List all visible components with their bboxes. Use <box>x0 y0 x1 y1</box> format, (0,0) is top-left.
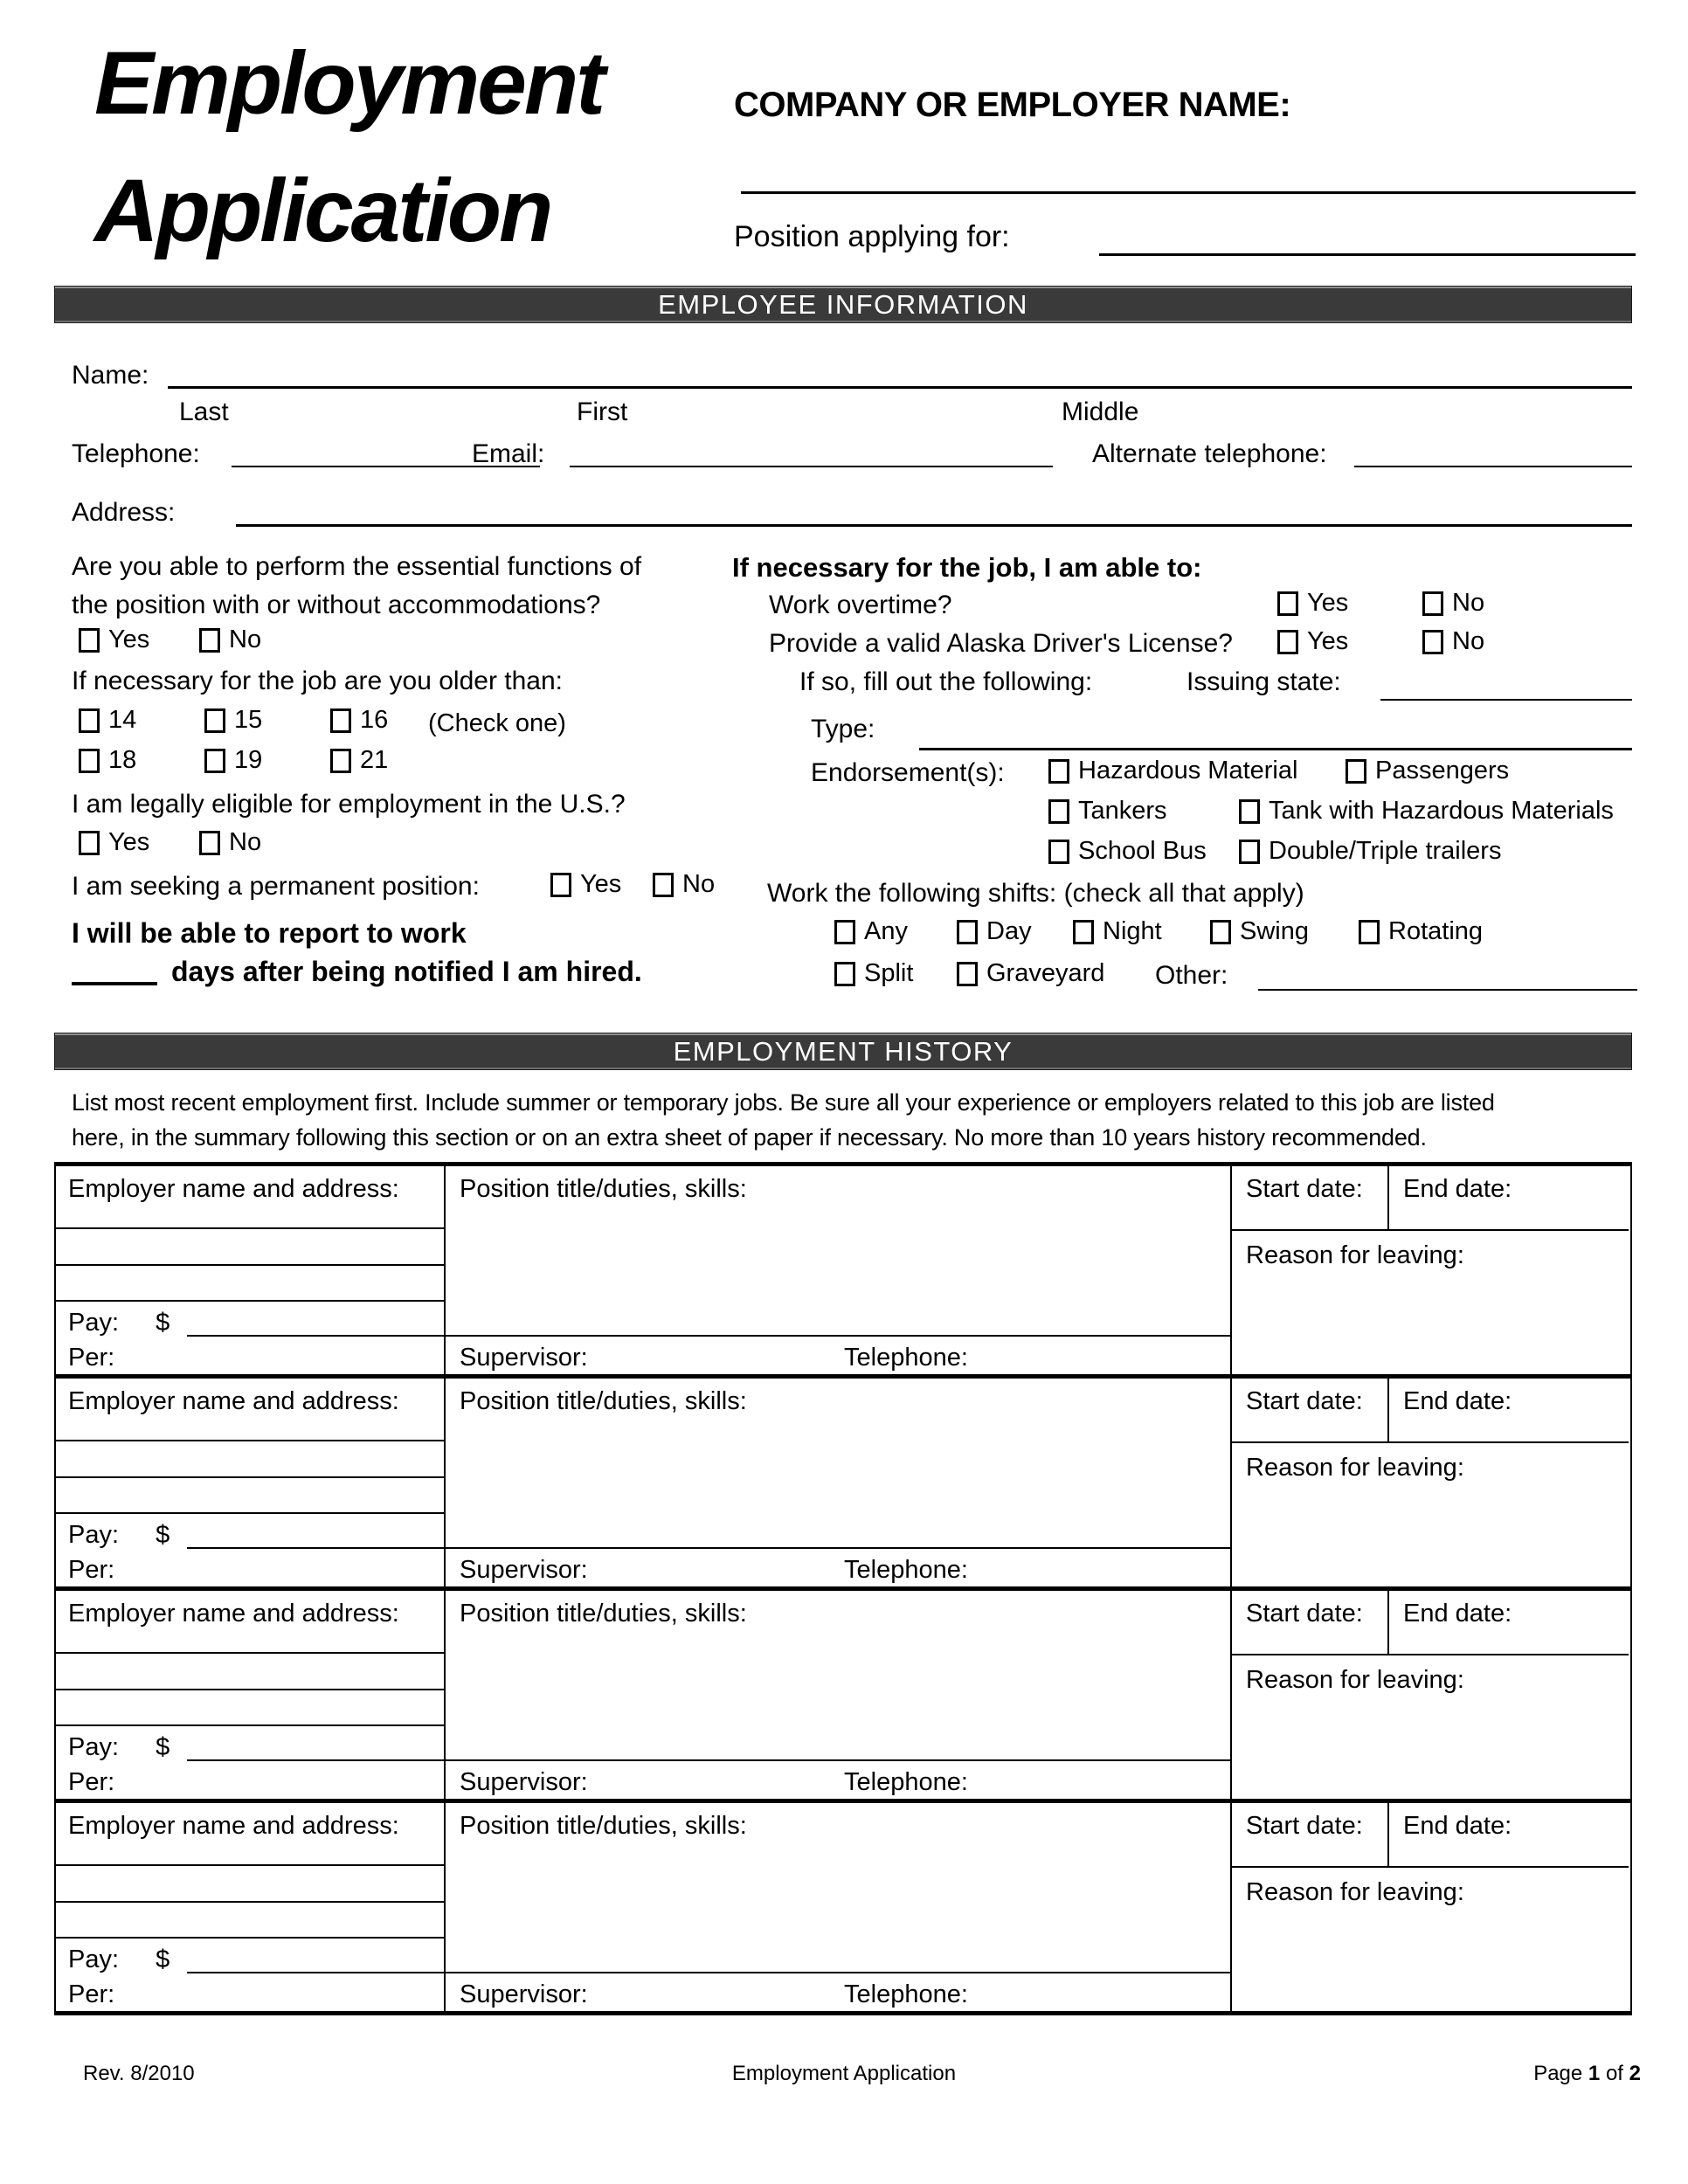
endorsement-label: Passengers <box>1375 757 1510 784</box>
end-date-cell[interactable] <box>1389 1803 1629 1866</box>
dates-column <box>1232 1166 1629 1374</box>
position-title-duties-label: Position title/duties, skills: <box>460 1387 747 1415</box>
yes-label: Yes <box>1307 589 1349 617</box>
employer-address-line[interactable] <box>56 1441 444 1478</box>
checkbox-icon[interactable] <box>1239 799 1260 824</box>
pay-input-line[interactable] <box>187 1972 444 1973</box>
name-first-sublabel: First <box>577 397 628 426</box>
checkbox-icon[interactable] <box>330 749 351 773</box>
essential-functions-yes-option[interactable] <box>79 625 149 654</box>
shift-label: Day <box>986 917 1032 945</box>
position-column <box>446 1803 1232 2011</box>
endorsement-passengers-option[interactable] <box>1346 757 1509 785</box>
drivers-license-no-option[interactable] <box>1422 627 1484 656</box>
dates-row <box>1232 1591 1629 1655</box>
name-middle-sublabel: Middle <box>1062 397 1139 426</box>
yes-label: Yes <box>108 625 150 653</box>
reason-for-leaving-cell[interactable] <box>1232 1655 1629 1799</box>
reason-for-leaving-label: Reason for leaving: <box>1246 1878 1464 1906</box>
age-19-label: 19 <box>234 746 263 774</box>
pay-row[interactable] <box>56 1726 444 1761</box>
dates-column <box>1232 1803 1629 2011</box>
employer-address-line[interactable] <box>56 1478 444 1514</box>
company-name-input-line[interactable] <box>741 191 1636 194</box>
work-overtime-question: Work overtime? <box>769 591 952 619</box>
employer-name-address-label: Employer name and address: <box>68 1387 399 1415</box>
shift-label: Any <box>864 917 908 945</box>
pay-label: Pay: <box>68 1733 120 1761</box>
shift-label: Graveyard <box>986 959 1105 987</box>
reason-for-leaving-cell[interactable] <box>1232 1443 1629 1586</box>
if-so-note: If so, fill out the following: <box>799 667 1093 696</box>
no-label: No <box>682 870 716 898</box>
employment-history-intro-line1: List most recent employment first. Include summer or temporary jobs. Be sure all your experience or employers related to this job are listed <box>72 1089 1495 1116</box>
footer-page-indicator <box>1533 2062 1641 2086</box>
shift-label: Night <box>1103 917 1162 945</box>
checkbox-icon[interactable] <box>653 873 674 897</box>
start-date-label: Start date: <box>1246 1812 1363 1840</box>
checkbox-icon[interactable] <box>1210 920 1231 944</box>
dates-row <box>1232 1379 1629 1443</box>
email-input-line[interactable] <box>570 466 1053 467</box>
pay-row[interactable] <box>56 1514 444 1549</box>
age-21-option[interactable] <box>330 746 388 775</box>
license-type-input-line[interactable] <box>919 748 1632 750</box>
supervisor-telephone-row[interactable] <box>446 1972 1230 2011</box>
supervisor-label: Supervisor: <box>460 1344 588 1372</box>
employment-history-entry-2 <box>56 1374 1630 1586</box>
dollar-sign: $ <box>156 1733 170 1761</box>
age-15-option[interactable] <box>204 706 262 735</box>
position-title-duties-label: Position title/duties, skills: <box>460 1600 747 1628</box>
drivers-license-question: Provide a valid Alaska Driver's License? <box>769 629 1233 658</box>
start-date-label: Start date: <box>1246 1600 1363 1628</box>
shift-other-label: Other: <box>1155 961 1228 990</box>
telephone-label: Telephone: <box>72 439 200 468</box>
checkbox-icon[interactable] <box>204 708 225 733</box>
employment-history-table <box>54 1162 1632 2015</box>
age-18-option[interactable] <box>79 746 136 775</box>
legally-eligible-question: I am legally eligible for employment in the U.S.? <box>72 790 626 819</box>
position-title-duties-cell[interactable] <box>446 1166 1230 1335</box>
employment-history-intro-line2: here, in the summary following this section or on an extra sheet of paper if necessary. No more than 10 years history recommended. <box>72 1124 1427 1151</box>
name-last-sublabel: Last <box>179 397 229 426</box>
age-14-option[interactable] <box>79 706 136 735</box>
telephone-label: Telephone: <box>844 1768 968 1796</box>
reason-for-leaving-label: Reason for leaving: <box>1246 1241 1464 1269</box>
employer-column <box>56 1166 446 1374</box>
checkbox-icon[interactable] <box>1048 759 1069 784</box>
shift-label: Rotating <box>1388 917 1484 945</box>
endorsement-hazardous-material-option[interactable] <box>1048 757 1297 785</box>
checkbox-icon[interactable] <box>330 708 351 733</box>
age-19-option[interactable] <box>204 746 262 775</box>
position-applying-input-line[interactable] <box>1099 253 1636 256</box>
checkbox-icon[interactable] <box>834 920 855 944</box>
checkbox-icon[interactable] <box>1346 759 1366 784</box>
employee-information-section-title: EMPLOYEE INFORMATION <box>658 288 1028 320</box>
employer-address-line[interactable] <box>56 1654 444 1690</box>
no-label: No <box>229 828 262 856</box>
older-than-question: If necessary for the job are you older than: <box>72 667 563 695</box>
end-date-label: End date: <box>1403 1175 1512 1203</box>
employer-name-address-label: Employer name and address: <box>68 1175 399 1203</box>
employer-name-address-label: Employer name and address: <box>68 1600 399 1628</box>
endorsement-tankers-option[interactable] <box>1048 797 1167 826</box>
checkbox-icon[interactable] <box>204 749 225 773</box>
endorsement-label: Hazardous Material <box>1078 757 1298 784</box>
checkbox-icon[interactable] <box>957 962 978 986</box>
dates-row <box>1232 1803 1629 1868</box>
position-title-duties-label: Position title/duties, skills: <box>460 1175 747 1203</box>
form-title-line2: Application <box>94 161 551 260</box>
employer-address-line[interactable] <box>56 1903 444 1939</box>
telephone-label: Telephone: <box>844 1980 968 2008</box>
permanent-position-yes-option[interactable] <box>550 870 621 899</box>
supervisor-label: Supervisor: <box>460 1980 588 2008</box>
shift-day-option[interactable] <box>957 917 1032 946</box>
endorsement-school-bus-option[interactable] <box>1048 837 1207 866</box>
age-14-label: 14 <box>108 706 137 734</box>
endorsement-label: Tank with Hazardous Materials <box>1269 797 1614 825</box>
reason-for-leaving-label: Reason for leaving: <box>1246 1666 1464 1694</box>
no-label: No <box>1452 627 1485 655</box>
end-date-cell[interactable] <box>1389 1166 1629 1229</box>
endorsement-label: Double/Triple trailers <box>1269 837 1502 865</box>
email-label: Email: <box>472 439 545 468</box>
end-date-label: End date: <box>1403 1812 1512 1840</box>
checkbox-icon[interactable] <box>199 831 220 855</box>
checkbox-icon[interactable] <box>1239 840 1260 864</box>
endorsements-label: Endorsement(s): <box>811 758 1005 787</box>
checkbox-icon[interactable] <box>79 708 100 733</box>
essential-functions-no-option[interactable] <box>199 625 261 654</box>
dates-column <box>1232 1379 1629 1586</box>
address-label: Address: <box>72 498 176 527</box>
employer-name-address-label: Employer name and address: <box>68 1812 399 1840</box>
start-date-label: Start date: <box>1246 1387 1363 1415</box>
start-date-label: Start date: <box>1246 1175 1363 1203</box>
pay-label: Pay: <box>68 1521 120 1549</box>
permanent-position-no-option[interactable] <box>653 870 715 899</box>
essential-functions-question-line2: the position with or without accommodations? <box>72 591 601 619</box>
position-applying-label: Position applying for: <box>734 220 1010 253</box>
start-date-cell[interactable] <box>1232 1166 1389 1229</box>
employer-name-address-cell[interactable] <box>56 1379 444 1441</box>
per-label: Per: <box>68 1344 115 1372</box>
position-column <box>446 1591 1232 1799</box>
end-date-label: End date: <box>1403 1387 1512 1415</box>
endorsement-label: School Bus <box>1078 837 1207 865</box>
footer-of-word: of <box>1605 2062 1623 2085</box>
footer-revision: Rev. 8/2010 <box>83 2062 195 2085</box>
age-16-label: 16 <box>360 706 389 734</box>
yes-label: Yes <box>580 870 622 898</box>
employer-column <box>56 1379 446 1586</box>
alternate-telephone-label: Alternate telephone: <box>1092 439 1327 468</box>
license-type-label: Type: <box>811 715 875 743</box>
shift-label: Swing <box>1240 917 1309 945</box>
pay-row[interactable] <box>56 1939 444 1973</box>
telephone-label: Telephone: <box>844 1556 968 1584</box>
form-title <box>94 19 603 274</box>
name-label: Name: <box>72 361 149 390</box>
name-input-line[interactable] <box>168 386 1632 389</box>
start-date-cell[interactable] <box>1232 1591 1389 1654</box>
supervisor-telephone-row[interactable] <box>446 1547 1230 1586</box>
employer-name-address-cell[interactable] <box>56 1591 444 1654</box>
supervisor-telephone-row[interactable] <box>446 1759 1230 1799</box>
age-16-option[interactable] <box>330 706 388 735</box>
checkbox-icon[interactable] <box>550 873 571 897</box>
reason-for-leaving-cell[interactable] <box>1232 1231 1629 1374</box>
per-row[interactable] <box>56 1549 444 1586</box>
position-column <box>446 1166 1232 1374</box>
endorsement-label: Tankers <box>1078 797 1167 825</box>
checkbox-icon[interactable] <box>79 749 100 773</box>
checkbox-icon[interactable] <box>1277 630 1298 654</box>
start-date-cell[interactable] <box>1232 1379 1389 1441</box>
checkbox-icon[interactable] <box>1422 630 1443 654</box>
shift-swing-option[interactable] <box>1210 917 1309 946</box>
endorsement-tank-hazardous-option[interactable] <box>1239 797 1614 826</box>
supervisor-telephone-row[interactable] <box>446 1335 1230 1374</box>
permanent-position-question: I am seeking a permanent position: <box>72 872 480 901</box>
address-input-line[interactable] <box>236 524 1632 527</box>
per-label: Per: <box>68 1980 115 2008</box>
pay-input-line[interactable] <box>187 1547 444 1549</box>
employer-address-line[interactable] <box>56 1266 444 1302</box>
footer-page-number: 1 <box>1588 2062 1601 2085</box>
legally-eligible-no-option[interactable] <box>199 828 261 857</box>
employer-column <box>56 1803 446 2011</box>
age-15-label: 15 <box>234 706 263 734</box>
issuing-state-label: Issuing state: <box>1186 667 1341 696</box>
shift-graveyard-option[interactable] <box>957 959 1104 988</box>
check-one-note: (Check one) <box>428 709 566 737</box>
dates-column <box>1232 1591 1629 1799</box>
checkbox-icon[interactable] <box>1048 799 1069 824</box>
legally-eligible-yes-option[interactable] <box>79 828 149 857</box>
dates-row <box>1232 1166 1629 1231</box>
essential-functions-question-line1: Are you able to perform the essential functions of <box>72 552 642 581</box>
checkbox-icon[interactable] <box>1359 920 1380 944</box>
employer-name-address-cell[interactable] <box>56 1166 444 1229</box>
employment-history-entry-1 <box>56 1162 1630 1374</box>
position-title-duties-cell[interactable] <box>446 1591 1230 1759</box>
shift-night-option[interactable] <box>1073 917 1162 946</box>
position-title-duties-label: Position title/duties, skills: <box>460 1812 747 1840</box>
report-to-work-line2: days after being notified I am hired. <box>171 956 642 987</box>
pay-input-line[interactable] <box>187 1335 444 1337</box>
age-21-label: 21 <box>360 746 389 774</box>
drivers-license-yes-option[interactable] <box>1277 627 1348 656</box>
no-label: No <box>229 625 262 653</box>
dollar-sign: $ <box>156 1309 170 1337</box>
per-row[interactable] <box>56 1973 444 2011</box>
per-label: Per: <box>68 1556 115 1584</box>
yes-label: Yes <box>1307 627 1349 655</box>
shift-other-input-line[interactable] <box>1258 989 1637 991</box>
employee-information-section-header <box>54 286 1632 323</box>
shift-any-option[interactable] <box>834 917 908 946</box>
position-title-duties-cell[interactable] <box>446 1379 1230 1547</box>
yes-label: Yes <box>108 828 150 856</box>
checkbox-icon[interactable] <box>1048 840 1069 864</box>
per-row[interactable] <box>56 1337 444 1374</box>
per-label: Per: <box>68 1768 115 1796</box>
end-date-cell[interactable] <box>1389 1591 1629 1654</box>
telephone-label: Telephone: <box>844 1344 968 1372</box>
checkbox-icon[interactable] <box>79 831 100 855</box>
able-to-header: If necessary for the job, I am able to: <box>732 552 1202 583</box>
checkbox-icon[interactable] <box>1422 591 1443 616</box>
position-column <box>446 1379 1232 1586</box>
pay-label: Pay: <box>68 1309 120 1337</box>
report-to-work-line1: I will be able to report to work <box>72 917 467 949</box>
checkbox-icon[interactable] <box>1073 920 1094 944</box>
dollar-sign: $ <box>156 1946 170 1973</box>
checkbox-icon[interactable] <box>957 920 978 944</box>
per-row[interactable] <box>56 1761 444 1799</box>
report-days-input-line[interactable] <box>72 982 157 985</box>
checkbox-icon[interactable] <box>199 628 220 653</box>
shifts-question: Work the following shifts: (check all that apply) <box>767 879 1304 908</box>
endorsement-double-triple-option[interactable] <box>1239 837 1501 866</box>
work-overtime-no-option[interactable] <box>1422 589 1484 618</box>
employer-address-line[interactable] <box>56 1866 444 1903</box>
shift-label: Split <box>864 959 914 987</box>
start-date-cell[interactable] <box>1232 1803 1389 1866</box>
alternate-telephone-input-line[interactable] <box>1354 466 1632 467</box>
work-overtime-yes-option[interactable] <box>1277 589 1348 618</box>
no-label: No <box>1452 589 1485 617</box>
employment-history-section-header <box>54 1033 1632 1070</box>
checkbox-icon[interactable] <box>79 628 100 653</box>
pay-row[interactable] <box>56 1302 444 1337</box>
shift-rotating-option[interactable] <box>1359 917 1483 946</box>
employer-column <box>56 1591 446 1799</box>
checkbox-icon[interactable] <box>834 962 855 986</box>
pay-label: Pay: <box>68 1946 120 1973</box>
end-date-cell[interactable] <box>1389 1379 1629 1441</box>
pay-input-line[interactable] <box>187 1759 444 1761</box>
employment-history-section-title: EMPLOYMENT HISTORY <box>673 1035 1013 1067</box>
footer-page-total: 2 <box>1629 2062 1641 2085</box>
footer-document-title: Employment Application <box>731 2062 957 2085</box>
employer-address-line[interactable] <box>56 1690 444 1726</box>
dollar-sign: $ <box>156 1521 170 1549</box>
checkbox-icon[interactable] <box>1277 591 1298 616</box>
end-date-label: End date: <box>1403 1600 1512 1628</box>
age-18-label: 18 <box>108 746 137 774</box>
employer-address-line[interactable] <box>56 1229 444 1266</box>
supervisor-label: Supervisor: <box>460 1768 588 1796</box>
employment-history-entry-3 <box>56 1586 1630 1799</box>
employment-history-entry-4 <box>56 1799 1630 2011</box>
company-name-label: COMPANY OR EMPLOYER NAME: <box>734 86 1291 124</box>
shift-split-option[interactable] <box>834 959 913 988</box>
position-title-duties-cell[interactable] <box>446 1803 1230 1972</box>
form-title-line1: Employment <box>94 33 604 133</box>
supervisor-label: Supervisor: <box>460 1556 588 1584</box>
employer-name-address-cell[interactable] <box>56 1803 444 1866</box>
reason-for-leaving-label: Reason for leaving: <box>1246 1454 1464 1482</box>
reason-for-leaving-cell[interactable] <box>1232 1868 1629 2011</box>
footer-page-word: Page <box>1533 2062 1583 2085</box>
issuing-state-input-line[interactable] <box>1380 699 1632 701</box>
